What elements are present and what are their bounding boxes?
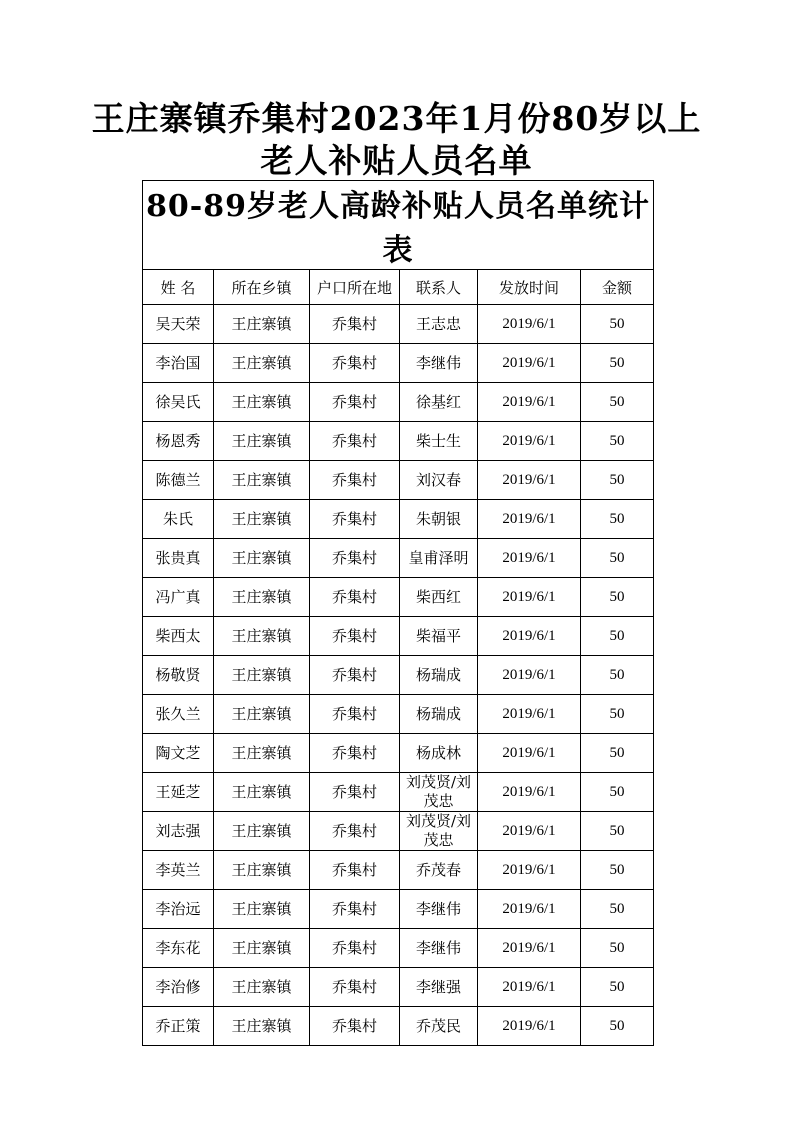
cell-name: 陈德兰 <box>143 461 214 500</box>
table-row <box>143 695 654 734</box>
cell-contact: 朱朝银 <box>400 500 478 539</box>
cell-date: 2019/6/1 <box>478 773 581 812</box>
cell-amount: 50 <box>581 500 654 539</box>
cell-date: 2019/6/1 <box>478 656 581 695</box>
cell-date: 2019/6/1 <box>478 578 581 617</box>
table-row <box>143 812 654 851</box>
cell-town: 王庄寨镇 <box>214 344 310 383</box>
cell-town: 王庄寨镇 <box>214 929 310 968</box>
cell-name: 陶文芝 <box>143 734 214 773</box>
cell-town: 王庄寨镇 <box>214 695 310 734</box>
cell-town: 王庄寨镇 <box>214 812 310 851</box>
cell-amount: 50 <box>581 734 654 773</box>
table-row <box>143 461 654 500</box>
cell-town: 王庄寨镇 <box>214 383 310 422</box>
cell-contact: 王志忠 <box>400 305 478 344</box>
cell-contact: 李继伟 <box>400 929 478 968</box>
table-row <box>143 773 654 812</box>
cell-hukou: 乔集村 <box>310 656 400 695</box>
cell-name: 杨敬贤 <box>143 656 214 695</box>
cell-amount: 50 <box>581 929 654 968</box>
table-row <box>143 383 654 422</box>
table-row <box>143 422 654 461</box>
header-town: 所在乡镇 <box>214 270 310 305</box>
cell-town: 王庄寨镇 <box>214 851 310 890</box>
document-title-line-1: 王庄寨镇乔集村2023年1月份80岁以上 <box>91 99 702 138</box>
cell-town: 王庄寨镇 <box>214 968 310 1007</box>
table-row <box>143 344 654 383</box>
cell-town: 王庄寨镇 <box>214 539 310 578</box>
cell-town: 王庄寨镇 <box>214 500 310 539</box>
cell-hukou: 乔集村 <box>310 890 400 929</box>
cell-name: 张贵真 <box>143 539 214 578</box>
cell-date: 2019/6/1 <box>478 344 581 383</box>
cell-date: 2019/6/1 <box>478 617 581 656</box>
cell-town: 王庄寨镇 <box>214 773 310 812</box>
cell-contact: 刘茂贤/刘茂忠 <box>400 812 478 851</box>
table-row <box>143 890 654 929</box>
cell-amount: 50 <box>581 851 654 890</box>
cell-name: 朱氏 <box>143 500 214 539</box>
subsidy-roster-table <box>142 180 654 1046</box>
table-row <box>143 617 654 656</box>
cell-contact: 杨瑞成 <box>400 695 478 734</box>
table-row <box>143 305 654 344</box>
cell-contact: 杨瑞成 <box>400 656 478 695</box>
header-contact: 联系人 <box>400 270 478 305</box>
cell-hukou: 乔集村 <box>310 695 400 734</box>
cell-hukou: 乔集村 <box>310 617 400 656</box>
cell-name: 冯广真 <box>143 578 214 617</box>
cell-date: 2019/6/1 <box>478 812 581 851</box>
cell-name: 张久兰 <box>143 695 214 734</box>
cell-name: 王延芝 <box>143 773 214 812</box>
cell-hukou: 乔集村 <box>310 344 400 383</box>
cell-date: 2019/6/1 <box>478 500 581 539</box>
cell-hukou: 乔集村 <box>310 929 400 968</box>
cell-amount: 50 <box>581 383 654 422</box>
cell-town: 王庄寨镇 <box>214 422 310 461</box>
table-row <box>143 929 654 968</box>
cell-name: 吴天荣 <box>143 305 214 344</box>
cell-date: 2019/6/1 <box>478 968 581 1007</box>
cell-date: 2019/6/1 <box>478 695 581 734</box>
cell-date: 2019/6/1 <box>478 539 581 578</box>
cell-town: 王庄寨镇 <box>214 461 310 500</box>
cell-town: 王庄寨镇 <box>214 890 310 929</box>
cell-contact: 柴福平 <box>400 617 478 656</box>
cell-name: 刘志强 <box>143 812 214 851</box>
cell-contact: 柴西红 <box>400 578 478 617</box>
cell-hukou: 乔集村 <box>310 851 400 890</box>
cell-date: 2019/6/1 <box>478 422 581 461</box>
cell-amount: 50 <box>581 617 654 656</box>
cell-name: 杨恩秀 <box>143 422 214 461</box>
cell-name: 李东花 <box>143 929 214 968</box>
cell-hukou: 乔集村 <box>310 422 400 461</box>
cell-hukou: 乔集村 <box>310 734 400 773</box>
cell-amount: 50 <box>581 890 654 929</box>
cell-contact: 李继强 <box>400 968 478 1007</box>
cell-amount: 50 <box>581 695 654 734</box>
cell-hukou: 乔集村 <box>310 773 400 812</box>
cell-amount: 50 <box>581 344 654 383</box>
header-amount: 金额 <box>581 270 654 305</box>
cell-contact: 徐基红 <box>400 383 478 422</box>
cell-amount: 50 <box>581 812 654 851</box>
table-row <box>143 968 654 1007</box>
cell-amount: 50 <box>581 578 654 617</box>
cell-town: 王庄寨镇 <box>214 656 310 695</box>
cell-town: 王庄寨镇 <box>214 734 310 773</box>
cell-contact: 李继伟 <box>400 344 478 383</box>
cell-contact: 乔茂民 <box>400 1007 478 1046</box>
cell-hukou: 乔集村 <box>310 383 400 422</box>
header-name: 姓 名 <box>143 270 214 305</box>
cell-date: 2019/6/1 <box>478 851 581 890</box>
cell-date: 2019/6/1 <box>478 383 581 422</box>
cell-contact: 皇甫泽明 <box>400 539 478 578</box>
cell-amount: 50 <box>581 305 654 344</box>
table-row <box>143 578 654 617</box>
cell-contact: 刘汉春 <box>400 461 478 500</box>
cell-hukou: 乔集村 <box>310 500 400 539</box>
cell-date: 2019/6/1 <box>478 734 581 773</box>
cell-contact: 李继伟 <box>400 890 478 929</box>
table-row <box>143 851 654 890</box>
cell-hukou: 乔集村 <box>310 305 400 344</box>
cell-name: 李治修 <box>143 968 214 1007</box>
cell-amount: 50 <box>581 1007 654 1046</box>
cell-hukou: 乔集村 <box>310 539 400 578</box>
cell-name: 李治国 <box>143 344 214 383</box>
header-hukou: 户口所在地 <box>310 270 400 305</box>
cell-date: 2019/6/1 <box>478 1007 581 1046</box>
cell-amount: 50 <box>581 773 654 812</box>
cell-town: 王庄寨镇 <box>214 305 310 344</box>
cell-town: 王庄寨镇 <box>214 1007 310 1046</box>
cell-name: 李英兰 <box>143 851 214 890</box>
cell-amount: 50 <box>581 968 654 1007</box>
table-caption: 80-89岁老人高龄补贴人员名单统计表 <box>143 181 654 270</box>
table-row <box>143 656 654 695</box>
cell-contact: 杨成林 <box>400 734 478 773</box>
cell-name: 李治远 <box>143 890 214 929</box>
cell-town: 王庄寨镇 <box>214 578 310 617</box>
cell-amount: 50 <box>581 656 654 695</box>
cell-hukou: 乔集村 <box>310 1007 400 1046</box>
cell-date: 2019/6/1 <box>478 929 581 968</box>
cell-town: 王庄寨镇 <box>214 617 310 656</box>
table-row <box>143 1007 654 1046</box>
cell-contact: 柴士生 <box>400 422 478 461</box>
cell-date: 2019/6/1 <box>478 890 581 929</box>
table-header-row <box>143 270 654 305</box>
table-row <box>143 539 654 578</box>
cell-amount: 50 <box>581 539 654 578</box>
cell-contact: 刘茂贤/刘茂忠 <box>400 773 478 812</box>
cell-hukou: 乔集村 <box>310 578 400 617</box>
cell-date: 2019/6/1 <box>478 461 581 500</box>
cell-hukou: 乔集村 <box>310 968 400 1007</box>
header-date: 发放时间 <box>478 270 581 305</box>
cell-date: 2019/6/1 <box>478 305 581 344</box>
table-row <box>143 734 654 773</box>
table-row <box>143 500 654 539</box>
cell-hukou: 乔集村 <box>310 812 400 851</box>
cell-hukou: 乔集村 <box>310 461 400 500</box>
cell-name: 乔正策 <box>143 1007 214 1046</box>
cell-name: 柴西太 <box>143 617 214 656</box>
cell-contact: 乔茂春 <box>400 851 478 890</box>
cell-name: 徐吴氏 <box>143 383 214 422</box>
cell-amount: 50 <box>581 461 654 500</box>
cell-amount: 50 <box>581 422 654 461</box>
document-title-line-2: 老人补贴人员名单 <box>260 141 533 180</box>
